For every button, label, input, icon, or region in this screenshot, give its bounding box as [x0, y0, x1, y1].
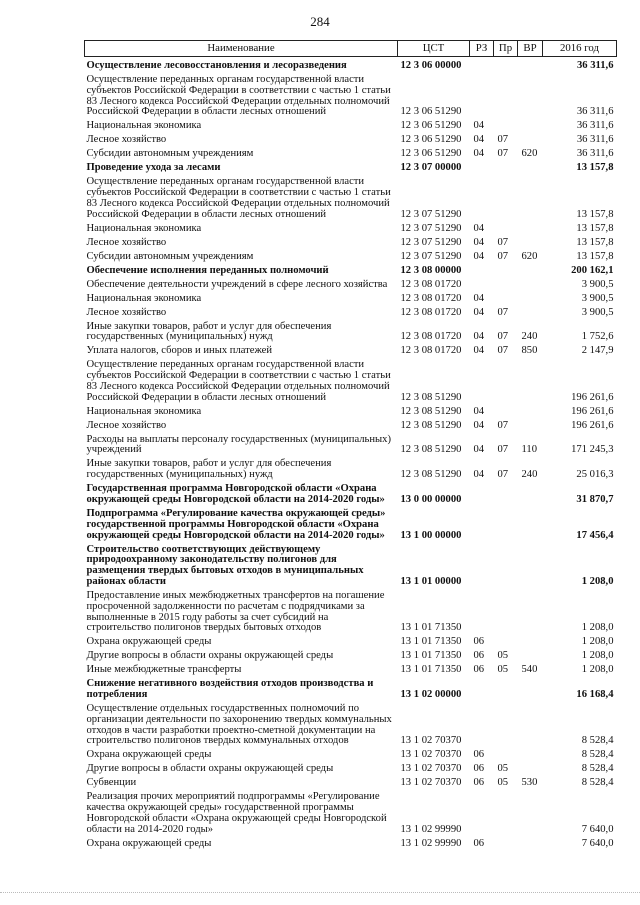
row-sum: 1 208,0 [581, 664, 614, 676]
table-row [85, 791, 617, 837]
row-pr [494, 543, 518, 589]
row-vr: 240 [521, 469, 538, 481]
row-cst: 13 0 00 00000 [400, 494, 462, 506]
row-sum: 1 208,0 [581, 575, 614, 587]
table-row [85, 292, 617, 306]
row-name: Субсидии автономным учреждениям [86, 250, 254, 262]
table-row [85, 650, 617, 664]
row-sum: 36 311,6 [577, 60, 614, 71]
row-rz [470, 264, 494, 278]
row-vr [518, 292, 543, 306]
row-cst: 12 3 08 51290 [400, 405, 462, 417]
row-name: Другие вопросы в области охраны окружающей среды [86, 650, 334, 662]
table-row [85, 176, 617, 222]
row-vr [518, 306, 543, 320]
row-pr: 07 [497, 444, 509, 456]
row-cst: 13 1 01 71350 [400, 650, 462, 662]
row-name: Субсидии автономным учреждениям [86, 148, 254, 160]
row-pr [494, 359, 518, 405]
row-name: Реализация прочих мероприятий подпрограммы «Регулирование качества окружающей среды» государственной программы Новгородской области «Охрана окружающей среды Новгородской области на 2014-2020 годы» [86, 791, 387, 835]
row-rz [470, 57, 494, 74]
row-cst: 12 3 06 00000 [400, 60, 462, 71]
table-row [85, 507, 617, 543]
row-vr [518, 636, 543, 650]
row-cst: 12 3 08 51290 [400, 444, 462, 456]
row-vr [518, 222, 543, 236]
row-rz: 04 [473, 331, 485, 343]
row-sum: 36 311,6 [576, 106, 614, 118]
table-row [85, 148, 617, 162]
row-cst: 12 3 08 51290 [400, 469, 462, 481]
row-name: Обеспечение деятельности учреждений в сфере лесного хозяйства [86, 278, 388, 290]
row-cst: 13 1 01 71350 [400, 636, 462, 648]
row-pr: 07 [497, 469, 509, 481]
row-sum: 8 528,4 [581, 763, 614, 775]
row-rz [470, 359, 494, 405]
row-cst: 13 1 01 71350 [400, 664, 462, 676]
row-pr [494, 120, 518, 134]
header-rz: РЗ [470, 41, 494, 57]
row-vr: 850 [521, 345, 538, 357]
row-rz [470, 176, 494, 222]
table-row [85, 543, 617, 589]
row-rz [470, 543, 494, 589]
row-pr: 07 [497, 345, 509, 357]
row-vr: 540 [521, 664, 538, 676]
row-rz: 04 [473, 469, 485, 481]
row-vr [518, 589, 543, 635]
row-rz: 06 [473, 636, 485, 648]
row-sum: 3 900,5 [581, 292, 614, 304]
row-sum: 1 208,0 [581, 636, 614, 648]
row-vr [518, 176, 543, 222]
row-vr [518, 763, 543, 777]
row-name: Уплата налогов, сборов и иных платежей [86, 345, 273, 357]
row-pr [494, 702, 518, 748]
table-header [85, 41, 617, 57]
row-name: Национальная экономика [86, 292, 202, 304]
row-rz [470, 483, 494, 508]
table-row [85, 306, 617, 320]
budget-table [84, 40, 617, 851]
row-vr [518, 483, 543, 508]
row-vr [518, 702, 543, 748]
row-pr: 07 [497, 250, 509, 262]
row-cst: 12 3 08 01720 [400, 292, 462, 304]
row-cst: 12 3 08 01720 [400, 278, 462, 290]
row-pr [494, 636, 518, 650]
row-name: Осуществление переданных органам государственной власти субъектов Российской Федерации в соответствии с частью 1 статьи 83 Лесного кодекса Российской Федерации отдельных полномочий Российской Федерации в области лесных отношений [86, 176, 391, 220]
row-vr [518, 405, 543, 419]
row-pr: 07 [497, 306, 509, 318]
row-name: Лесное хозяйство [86, 134, 167, 146]
table-row [85, 433, 617, 458]
row-sum: 171 245,3 [571, 444, 614, 456]
row-pr [494, 176, 518, 222]
row-vr: 110 [521, 444, 537, 456]
table-body [85, 57, 617, 852]
table-row [85, 702, 617, 748]
header-year: 2016 год [543, 41, 617, 57]
row-rz [470, 702, 494, 748]
row-rz [470, 162, 494, 176]
table-row [85, 162, 617, 176]
row-vr [518, 120, 543, 134]
table-row [85, 73, 617, 119]
row-sum: 200 162,1 [571, 264, 614, 276]
row-pr: 05 [497, 664, 509, 676]
row-name: Осуществление лесовосстановления и лесоразведения [86, 60, 347, 71]
row-pr [494, 589, 518, 635]
row-cst: 13 1 02 99990 [400, 823, 462, 835]
row-rz: 04 [473, 250, 485, 262]
table-row [85, 236, 617, 250]
row-rz: 04 [473, 236, 485, 248]
row-name: Обеспечение исполнения переданных полномочий [86, 264, 329, 276]
row-sum: 8 528,4 [581, 749, 614, 761]
row-sum: 8 528,4 [581, 777, 614, 789]
row-vr: 620 [521, 250, 538, 262]
table-row [85, 837, 617, 851]
row-rz: 04 [473, 134, 485, 146]
row-name: Осуществление переданных органам государственной власти субъектов Российской Федерации в соответствии с частью 1 статьи 83 Лесного кодекса Российской Федерации отдельных полномочий Российской Федерации в области лесных отношений [86, 73, 391, 118]
row-sum: 25 016,3 [576, 469, 614, 481]
row-cst: 12 3 07 51290 [400, 236, 462, 248]
table-row [85, 763, 617, 777]
row-pr [494, 222, 518, 236]
row-cst: 12 3 08 51290 [400, 419, 462, 431]
row-pr [494, 678, 518, 703]
row-sum: 36 311,6 [576, 148, 614, 160]
header-cst: ЦСТ [398, 41, 470, 57]
table-row [85, 345, 617, 359]
row-cst: 12 3 08 01720 [400, 331, 462, 343]
row-cst: 13 1 02 70370 [400, 735, 462, 747]
row-rz: 04 [473, 444, 485, 456]
row-rz [470, 507, 494, 543]
row-sum: 13 157,8 [576, 208, 614, 220]
row-name: Иные межбюджетные трансферты [86, 664, 242, 676]
row-pr [494, 837, 518, 851]
row-pr [494, 264, 518, 278]
row-cst: 13 1 02 70370 [400, 749, 462, 761]
row-rz: 06 [473, 777, 485, 789]
row-rz [470, 73, 494, 119]
row-pr [494, 292, 518, 306]
row-cst: 12 3 08 01720 [400, 345, 462, 357]
row-rz: 06 [473, 837, 485, 849]
row-sum: 31 870,7 [576, 494, 614, 506]
row-name: Национальная экономика [86, 405, 202, 417]
row-cst: 13 1 02 70370 [400, 763, 462, 775]
row-sum: 13 157,8 [576, 250, 614, 262]
header-pr: Пр [494, 41, 518, 57]
row-cst: 13 1 02 00000 [400, 689, 462, 701]
row-cst: 12 3 06 51290 [400, 148, 462, 160]
table-row [85, 134, 617, 148]
row-vr [518, 749, 543, 763]
row-pr [494, 57, 518, 74]
row-sum: 13 157,8 [576, 236, 614, 248]
header-vr: ВР [518, 41, 543, 57]
row-vr [518, 678, 543, 703]
row-name: Проведение ухода за лесами [86, 162, 221, 174]
table-row [85, 589, 617, 635]
row-sum: 1 752,6 [581, 331, 614, 343]
row-vr [518, 57, 543, 74]
row-sum: 8 528,4 [581, 735, 614, 747]
row-cst: 13 1 00 00000 [400, 529, 462, 541]
row-sum: 196 261,6 [571, 419, 614, 431]
table-row [85, 278, 617, 292]
row-vr: 530 [521, 777, 538, 789]
row-sum: 3 900,5 [581, 306, 614, 318]
row-rz [470, 791, 494, 837]
row-pr [494, 405, 518, 419]
row-rz: 04 [473, 419, 485, 431]
row-vr [518, 264, 543, 278]
row-pr [494, 73, 518, 119]
row-cst: 12 3 06 51290 [400, 120, 462, 132]
row-rz: 04 [473, 148, 485, 160]
table-row [85, 120, 617, 134]
row-sum: 196 261,6 [571, 391, 614, 403]
row-pr [494, 791, 518, 837]
row-pr [494, 483, 518, 508]
row-pr: 07 [497, 134, 509, 146]
row-pr [494, 162, 518, 176]
table-row [85, 320, 617, 345]
row-vr [518, 791, 543, 837]
row-pr [494, 749, 518, 763]
row-name: Охрана окружающей среды [86, 837, 212, 849]
row-sum: 36 311,6 [576, 120, 614, 132]
row-cst: 13 1 02 70370 [400, 777, 462, 789]
row-vr [518, 278, 543, 292]
row-sum: 2 147,9 [581, 345, 614, 357]
row-pr [494, 278, 518, 292]
row-pr: 07 [497, 148, 509, 160]
row-vr [518, 837, 543, 851]
row-vr [518, 162, 543, 176]
row-sum: 13 157,8 [576, 222, 614, 234]
row-name: Иные закупки товаров, работ и услуг для обеспечения государственных (муниципальных) нужд [86, 320, 332, 343]
row-cst: 13 1 02 99990 [400, 837, 462, 849]
table-row [85, 222, 617, 236]
row-name: Другие вопросы в области охраны окружающей среды [86, 763, 334, 775]
row-pr: 07 [497, 331, 509, 343]
row-vr [518, 507, 543, 543]
row-sum: 1 208,0 [581, 650, 614, 662]
row-rz: 04 [473, 345, 485, 357]
row-cst: 12 3 08 01720 [400, 306, 462, 318]
row-rz: 06 [473, 664, 485, 676]
row-name: Охрана окружающей среды [86, 749, 212, 761]
table-row [85, 749, 617, 763]
row-name: Государственная программа Новгородской области «Охрана окружающей среды Новгородской области на 2014-2020 годы» [86, 483, 385, 506]
table-row [85, 777, 617, 791]
row-pr [494, 507, 518, 543]
row-name: Осуществление переданных органам государственной власти субъектов Российской Федерации в соответствии с частью 1 статьи 83 Лесного кодекса Российской Федерации отдельных полномочий Российской Федерации в области лесных отношений [86, 359, 391, 403]
row-vr [518, 419, 543, 433]
row-rz: 06 [473, 650, 485, 662]
row-cst: 12 3 07 51290 [400, 208, 462, 220]
row-pr: 05 [497, 650, 509, 662]
row-name: Лесное хозяйство [86, 236, 167, 248]
row-name: Субвенции [86, 777, 137, 789]
row-name: Строительство соответствующих действующему природоохранному законодательству полигонов для размещения твердых бытовых отходов в муниципальных районах области [86, 543, 364, 587]
row-rz: 04 [473, 120, 485, 132]
table-row [85, 264, 617, 278]
row-rz: 04 [473, 405, 485, 417]
row-cst: 12 3 06 51290 [400, 106, 462, 118]
table-row [85, 664, 617, 678]
table-row [85, 57, 617, 74]
table-row [85, 359, 617, 405]
row-rz: 04 [473, 222, 485, 234]
row-pr: 07 [497, 419, 509, 431]
table-row [85, 483, 617, 508]
row-name: Осуществление отдельных государственных полномочий по организации деятельности по захоронению твердых коммунальных отходов в части разработки проектно-сметной документации на строительство полигонов твердых коммунальных отходов [86, 703, 392, 747]
page-number: 284 [310, 14, 330, 29]
row-sum: 17 456,4 [576, 529, 614, 541]
row-cst: 12 3 07 51290 [400, 250, 462, 262]
row-sum: 16 168,4 [576, 689, 614, 701]
row-vr [518, 359, 543, 405]
row-vr [518, 134, 543, 148]
scan-edge-divider [0, 892, 640, 894]
row-rz [470, 589, 494, 635]
row-cst: 12 3 07 51290 [400, 222, 462, 234]
row-name: Предоставление иных межбюджетных трансфертов на погашение просроченной задолженности по расчетам с подрядчиками за выполненные в 2015 году работы за счет субсидий на строительство полигонов твердых бытовых отходов [86, 589, 385, 634]
row-pr: 07 [497, 236, 509, 248]
row-sum: 36 311,6 [576, 134, 614, 146]
row-pr: 05 [497, 763, 509, 775]
row-vr: 240 [521, 331, 538, 343]
row-cst: 13 1 01 00000 [400, 575, 462, 587]
row-sum: 3 900,5 [581, 278, 614, 290]
table-row [85, 250, 617, 264]
row-name: Национальная экономика [86, 120, 202, 132]
table-row [85, 419, 617, 433]
row-vr [518, 73, 543, 119]
row-name: Подпрограмма «Регулирование качества окружающей среды» государственной программы Новгородской области «Охрана окружающей среды Новгородской области на 2014-2020 годы» [86, 508, 386, 541]
row-name: Расходы на выплаты персоналу государственных (муниципальных) учреждений [86, 433, 391, 456]
row-rz: 06 [473, 763, 485, 775]
row-pr: 05 [497, 777, 509, 789]
row-vr: 620 [521, 148, 538, 160]
row-rz: 04 [473, 292, 485, 304]
row-cst: 12 3 08 00000 [400, 264, 462, 276]
row-name: Снижение негативного воздействия отходов производства и потребления [86, 678, 374, 701]
row-rz: 04 [473, 306, 485, 318]
row-sum: 1 208,0 [581, 622, 614, 634]
row-rz [470, 278, 494, 292]
row-sum: 13 157,8 [576, 162, 614, 174]
table-row [85, 405, 617, 419]
row-vr [518, 236, 543, 250]
row-sum: 7 640,0 [581, 823, 614, 835]
row-name: Охрана окружающей среды [86, 636, 212, 648]
row-rz: 06 [473, 749, 485, 761]
header-name: Наименование [85, 41, 398, 57]
row-name: Национальная экономика [86, 222, 202, 234]
row-vr [518, 543, 543, 589]
row-rz [470, 678, 494, 703]
row-name: Лесное хозяйство [86, 306, 167, 318]
row-cst: 12 3 08 51290 [400, 391, 462, 403]
row-name: Иные закупки товаров, работ и услуг для обеспечения государственных (муниципальных) нужд [86, 458, 332, 481]
row-sum: 7 640,0 [581, 837, 614, 849]
row-name: Лесное хозяйство [86, 419, 167, 431]
row-cst: 12 3 06 51290 [400, 134, 462, 146]
row-cst: 13 1 01 71350 [400, 622, 462, 634]
row-sum: 196 261,6 [571, 405, 614, 417]
row-vr [518, 650, 543, 664]
table-row [85, 636, 617, 650]
table-row [85, 678, 617, 703]
row-cst: 12 3 07 00000 [400, 162, 462, 174]
table-row [85, 458, 617, 483]
